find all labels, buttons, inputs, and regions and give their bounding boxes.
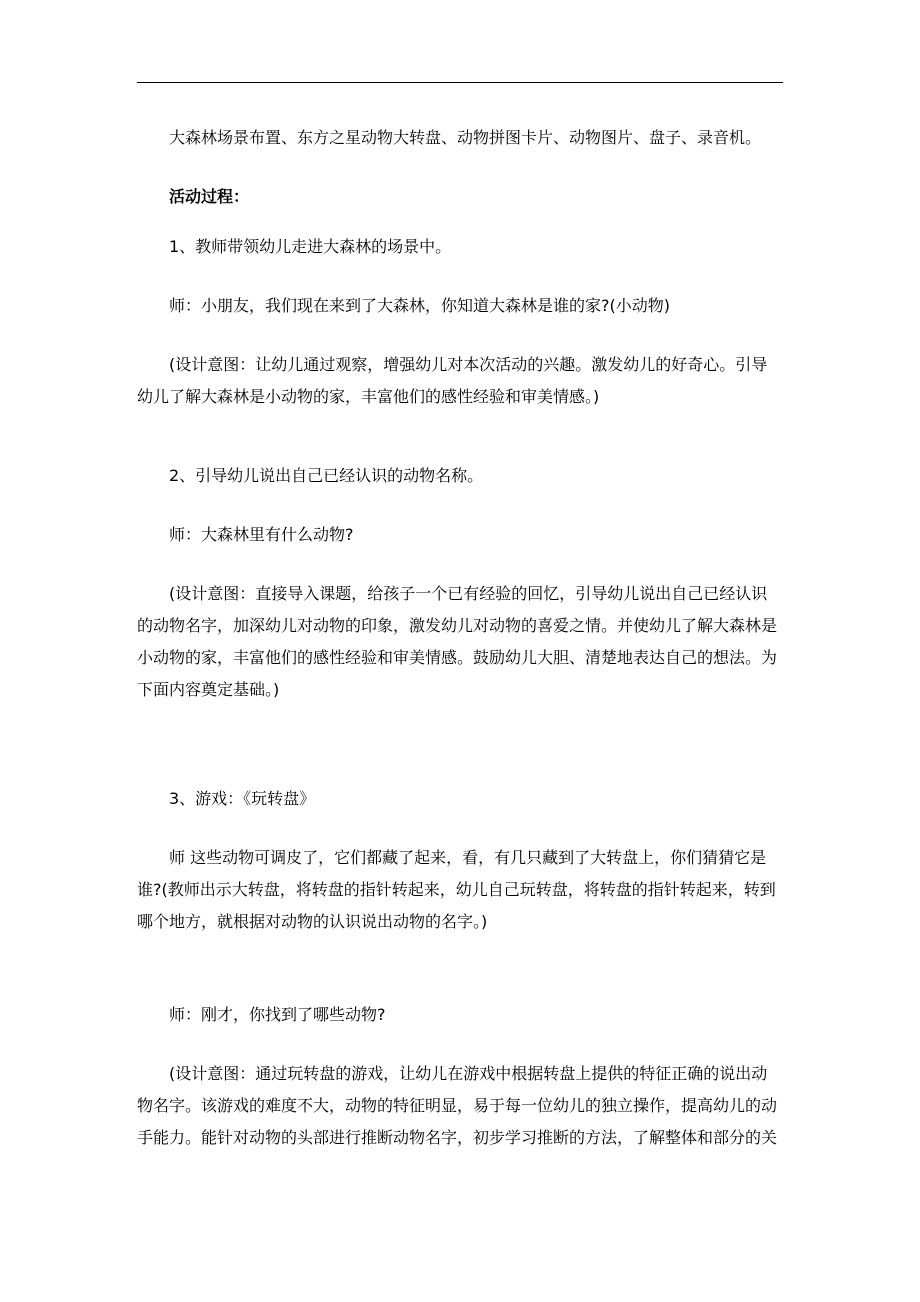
teacher-question-1: 师：小朋友，我们现在来到了大森林，你知道大森林是谁的家?(小动物) [169,296,670,315]
teacher-question-4: 师：刚才，你找到了哪些动物? [169,1005,386,1024]
step-3-paragraph: 3、游戏：《玩转盘》 [169,789,316,808]
design-intent-2: (设计意图：直接导入课题，给孩子一个已有经验的回忆，引导幼儿说出自己已经认识的动物名字，加深幼儿对动物的印象，激发幼儿对动物的喜爱之情。并使幼儿了解大森林是小动物的家，丰富他们的感性经验和审美情感。鼓励幼儿大胆、清楚地表达自己的想法。为下面内容奠定基础。) [137,584,778,699]
materials-paragraph: 大森林场景布置、东方之星动物大转盘、动物拼图卡片、动物图片、盘子、录音机。 [169,128,762,147]
process-heading: 活动过程： [169,187,250,206]
step-2-paragraph: 2、引导幼儿说出自己已经认识的动物名称。 [169,466,484,485]
design-intent-1: (设计意图：让幼儿通过观察，增强幼儿对本次活动的兴趣。激发幼儿的好奇心。引导幼儿了解大森林是小动物的家，丰富他们的感性经验和审美情感。) [137,355,768,406]
teacher-question-3: 师 这些动物可调皮了，它们都藏了起来，看，有几只藏到了大转盘上，你们猜猜它是谁?(教师出示大转盘，将转盘的指针转起来，幼儿自己玩转盘，将转盘的指针转起来，转到哪个地方，就根据对动物的认识说出动物的名字。) [137,848,776,931]
teacher-question-2: 师：大森林里有什么动物? [169,525,354,544]
design-intent-3: (设计意图：通过玩转盘的游戏，让幼儿在游戏中根据转盘上提供的特征正确的说出动物名字。该游戏的难度不大，动物的特征明显，易于每一位幼儿的独立操作，提高幼儿的动手能力。能针对动物的头部进行推断动物名字，初步学习推断的方法，了解整体和部分的关 [137,1064,778,1147]
step-1-paragraph: 1、教师带领幼儿走进大森林的场景中。 [169,237,452,256]
header-rule [137,82,783,83]
